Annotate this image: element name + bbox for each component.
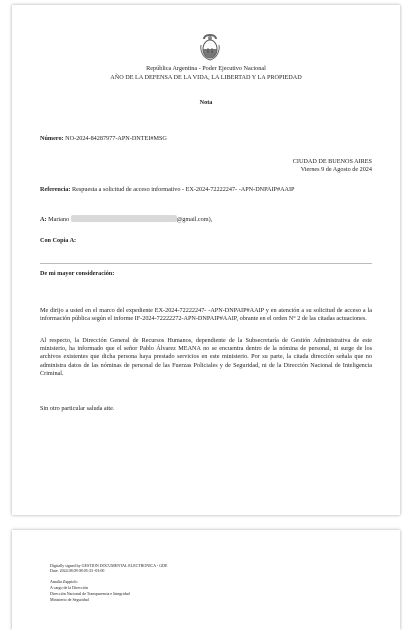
digital-signature-line: Digitally signed by GESTION DOCUMENTAL ELECTRONICA - GDE	[50, 563, 168, 568]
recipient-name: Mariano	[48, 216, 70, 223]
document-page-2	[12, 530, 400, 630]
redacted-email	[71, 215, 177, 222]
closing: Sin otro particular saluda atte.	[40, 405, 115, 412]
signer-ministry: Ministerio de Seguridad	[50, 597, 89, 602]
digital-signature-date: Date: 2024.08.09 08:05:33 -03:00	[50, 568, 105, 573]
recipient-email-suffix: @gmail.com),	[176, 216, 213, 223]
reference-label: Referencia:	[40, 186, 71, 193]
paragraph-1: Me dirijo a usted en el marco del expediente EX-2024-72222247- -APN-DNPAIP#AAIP y en atención a su solicitud de acceso a la información pública según el informe IF-2024-72222272-APN-DNPAIP#AAIP, obrante en el orden N° 2 de las citadas actuaciones.	[40, 307, 372, 323]
city: CIUDAD DE BUENOS AIRES	[292, 158, 372, 165]
signer-name: Amalia Zuppiolo	[50, 579, 78, 584]
signer-role: A cargo de la Dirección	[50, 585, 88, 590]
document-page-1	[12, 5, 400, 515]
coat-of-arms-icon	[198, 33, 222, 61]
reference-value: Respuesta a solicitud de acceso informativo - EX-2024-72222247- -APN-DNPAIP#AAIP	[72, 186, 295, 193]
location-date	[293, 158, 372, 174]
signer-office: Dirección Nacional de Transparencia e Integridad	[50, 591, 130, 596]
header-year-motto: AÑO DE LA DEFENSA DE LA VIDA, LA LIBERTAD Y LA PROPIEDAD	[110, 74, 302, 81]
reference	[40, 186, 295, 194]
paragraph-2: Al respecto, la Dirección General de Recursos Humanos, dependiente de la Subsecretaría de Gestión Administrativa de este ministerio, ha informado que el señor Pablo Álvarez MEANA no se encuentra dentro de la nómina de personal, ni surge de los archivos existentes que dicha persona haya prestado servicios en este ministerio. Por su parte, la citada dirección señala que no administra datos de las nóminas de personal de las Fuerzas Policiales y de Seguridad, ni de la Dirección Nacional de Inteligencia Criminal.	[40, 337, 372, 377]
number-label: Número:	[40, 135, 64, 142]
number-value: NO-2024-84287977-APN-DNTEI#MSG	[65, 135, 167, 142]
document-type: Nota	[199, 99, 213, 106]
cc-label: Con Copia A:	[40, 237, 77, 244]
recipient-label: A:	[40, 216, 47, 223]
header-government: República Argentina - Poder Ejecutivo Nacional	[146, 65, 266, 72]
recipient	[40, 215, 212, 224]
greeting: De mi mayor consideración:	[40, 270, 115, 277]
divider	[40, 263, 372, 264]
document-number	[40, 135, 167, 143]
date: Viernes 9 de Agosto de 2024	[300, 166, 372, 174]
